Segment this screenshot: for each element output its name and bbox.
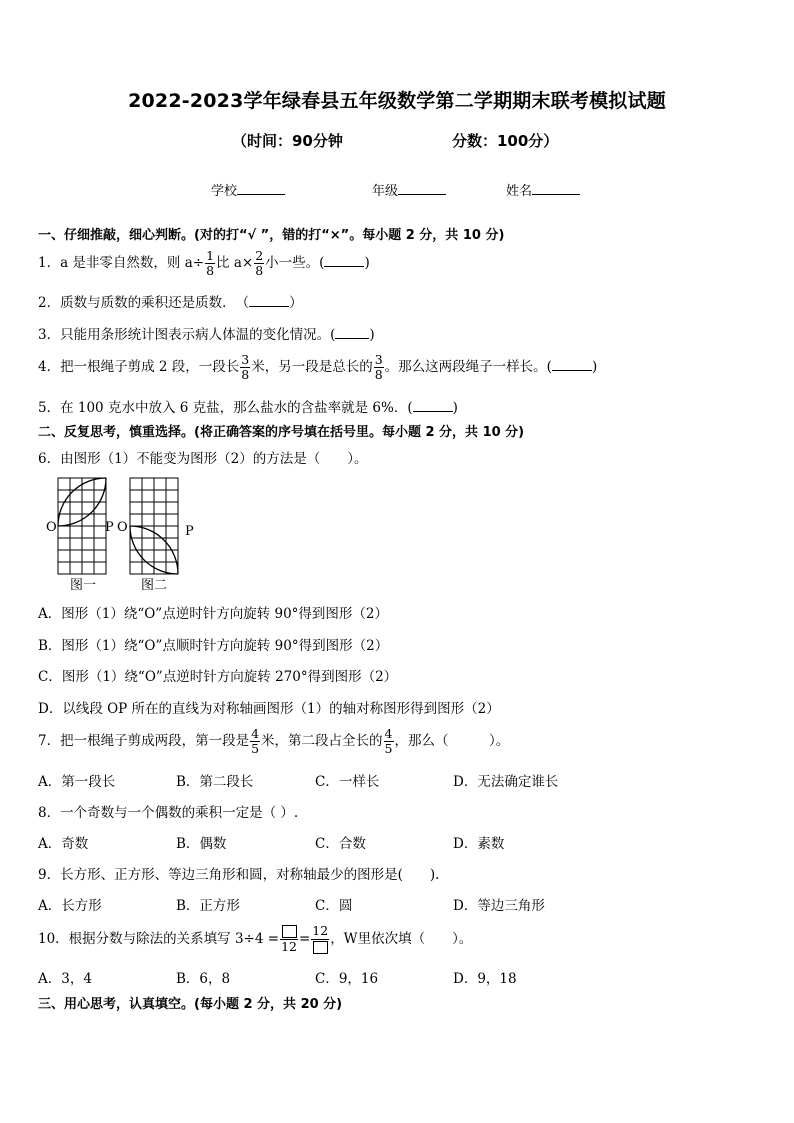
q8-option-c[interactable]: C．合数 bbox=[315, 836, 366, 852]
q10-option-b[interactable]: B．6，8 bbox=[176, 971, 231, 987]
question-2 bbox=[38, 291, 303, 311]
section1-heading: 一、仔细推敲，细心判断。(对的打“√ ”，错的打“×”。每小题 2 分，共 10 分) bbox=[38, 228, 505, 243]
q2-text-a: 2．质数与质数的乘积还是质数． （ bbox=[38, 295, 250, 311]
question-3 bbox=[38, 323, 375, 343]
name-blank[interactable] bbox=[532, 182, 580, 195]
page-title: 2022-2023学年绿春县五年级数学第二学期期末联考模拟试题 bbox=[128, 90, 666, 112]
name-field[interactable] bbox=[506, 180, 580, 199]
q9-option-b[interactable]: B．正方形 bbox=[176, 898, 240, 914]
q4-text-d: ) bbox=[591, 359, 598, 375]
q4-text-c: 。那么这两段绳子一样长。( bbox=[384, 359, 552, 375]
q6-option-a[interactable]: A．图形（1）绕“O”点逆时针方向旋转 90°得到图形（2） bbox=[38, 606, 389, 622]
section2-heading: 二、反复思考，慎重选择。(将正确答案的序号填在括号里。每小题 2 分，共 10 分) bbox=[38, 425, 525, 440]
q3-text-a: 3．只能用条形统计图表示病人体温的变化情况。( bbox=[38, 327, 336, 343]
q10-text-a: 10．根据分数与除法的关系填写 3÷4 = bbox=[38, 931, 280, 947]
q8-option-b[interactable]: B．偶数 bbox=[176, 836, 227, 852]
fig2-caption: 图二 bbox=[141, 578, 168, 591]
question-6-stem: 6．由图形（1）不能变为图形（2）的方法是（ ）。 bbox=[38, 451, 368, 467]
q2-answer-blank[interactable] bbox=[249, 306, 289, 307]
fig1-caption: 图一 bbox=[70, 578, 97, 591]
q7-fraction-2: $\frac{4}{5}$ bbox=[384, 725, 393, 756]
q1-text-a: 1．a 是非零自然数，则 a÷ bbox=[38, 255, 205, 271]
q1-fraction-1: $\frac{1}{8}$ bbox=[206, 247, 215, 278]
school-label: 学校 bbox=[211, 184, 238, 199]
question-1 bbox=[38, 246, 370, 280]
q1-text-d: ) bbox=[364, 255, 370, 271]
name-label: 姓名 bbox=[506, 184, 533, 199]
q4-fraction-2: $\frac{3}{8}$ bbox=[374, 351, 383, 382]
question-9-stem: 9．长方形、正方形、等边三角形和圆，对称轴最少的图形是( ). bbox=[38, 867, 440, 883]
q1-text-b: 比 a× bbox=[216, 255, 254, 271]
q4-text-a: 4．把一根绳子剪成 2 段，一段长 bbox=[38, 359, 240, 375]
q3-text-b: ) bbox=[369, 327, 375, 343]
q5-text-a: 5．在 100 克水中放入 6 克盐，那么盐水的含盐率就是 6%．( bbox=[38, 400, 413, 416]
q1-answer-blank[interactable] bbox=[324, 266, 364, 267]
q1-fraction-2: $\frac{2}{8}$ bbox=[255, 247, 264, 278]
q4-fraction-1: $\frac{3}{8}$ bbox=[241, 351, 250, 382]
q4-answer-blank[interactable] bbox=[552, 370, 592, 371]
q8-option-d[interactable]: D．素数 bbox=[453, 836, 505, 852]
exam-time: （时间：90分钟 bbox=[232, 132, 343, 150]
fig1-p-label: P bbox=[105, 520, 114, 535]
question-8-stem: 8．一个奇数与一个偶数的乘积一定是（ ）. bbox=[38, 805, 299, 821]
section3-heading: 三、用心思考，认真填空。(每小题 2 分，共 20 分) bbox=[38, 997, 343, 1012]
q3-answer-blank[interactable] bbox=[335, 338, 369, 339]
exam-score: 分数：100分） bbox=[452, 132, 559, 150]
q6-option-d[interactable]: D．以线段 OP 所在的直线为对称轴画图形（1）的轴对称图形得到图形（2） bbox=[38, 701, 500, 717]
q9-option-c[interactable]: C．圆 bbox=[315, 898, 353, 914]
q8-option-a[interactable]: A．奇数 bbox=[38, 836, 89, 852]
q10-equals: = bbox=[298, 931, 311, 947]
school-field[interactable] bbox=[211, 180, 285, 199]
q7-text-b: 米，第二段占全长的 bbox=[261, 733, 383, 749]
q5-answer-blank[interactable] bbox=[413, 411, 453, 412]
q10-option-c[interactable]: C．9，16 bbox=[315, 971, 379, 987]
q7-text-c: ，那么（ ）。 bbox=[394, 733, 510, 749]
q9-option-d[interactable]: D．等边三角形 bbox=[453, 898, 545, 914]
q10-fraction-1: 12 bbox=[280, 925, 298, 954]
q7-fraction-1: $\frac{4}{5}$ bbox=[251, 725, 260, 756]
q7-option-a[interactable]: A．第一段长 bbox=[38, 774, 116, 790]
grade-blank[interactable] bbox=[398, 182, 446, 195]
fig2-o-label: O bbox=[117, 520, 128, 535]
q10-option-d[interactable]: D．9，18 bbox=[453, 971, 517, 987]
q7-option-d[interactable]: D．无法确定谁长 bbox=[453, 774, 559, 790]
q7-option-b[interactable]: B．第二段长 bbox=[176, 774, 254, 790]
question-7 bbox=[38, 722, 509, 760]
grade-label: 年级 bbox=[372, 184, 399, 199]
school-blank[interactable] bbox=[237, 182, 285, 195]
q10-blank-box-1[interactable] bbox=[282, 925, 297, 938]
q10-option-a[interactable]: A．3，4 bbox=[38, 971, 92, 987]
question-5 bbox=[38, 396, 458, 416]
q10-text-b: ，W里依次填（ ）。 bbox=[330, 931, 473, 947]
q7-text-a: 7．把一根绳子剪成两段，第一段是 bbox=[38, 733, 250, 749]
q6-option-b[interactable]: B．图形（1）绕“O”点顺时针方向旋转 90°得到图形（2） bbox=[38, 638, 389, 654]
question-4 bbox=[38, 350, 597, 384]
figure-2 bbox=[112, 473, 202, 591]
q6-option-c[interactable]: C．图形（1）绕“O”点逆时针方向旋转 270°得到图形（2） bbox=[38, 669, 398, 685]
q5-text-b: ) bbox=[452, 400, 458, 416]
question-10 bbox=[38, 920, 472, 958]
fig1-o-label: O bbox=[46, 520, 57, 535]
q4-text-b: 米，另一段是总长的 bbox=[251, 359, 373, 375]
fig2-p-label: P bbox=[185, 524, 194, 539]
q10-fraction-2: 12 bbox=[311, 925, 329, 954]
figure-1 bbox=[40, 473, 120, 591]
grade-field[interactable] bbox=[372, 180, 446, 199]
q2-text-b: ） bbox=[289, 295, 303, 311]
q9-option-a[interactable]: A．长方形 bbox=[38, 898, 102, 914]
q7-option-c[interactable]: C．一样长 bbox=[315, 774, 380, 790]
q10-blank-box-2[interactable] bbox=[313, 941, 328, 954]
q1-text-c: 小一些。( bbox=[265, 255, 325, 271]
